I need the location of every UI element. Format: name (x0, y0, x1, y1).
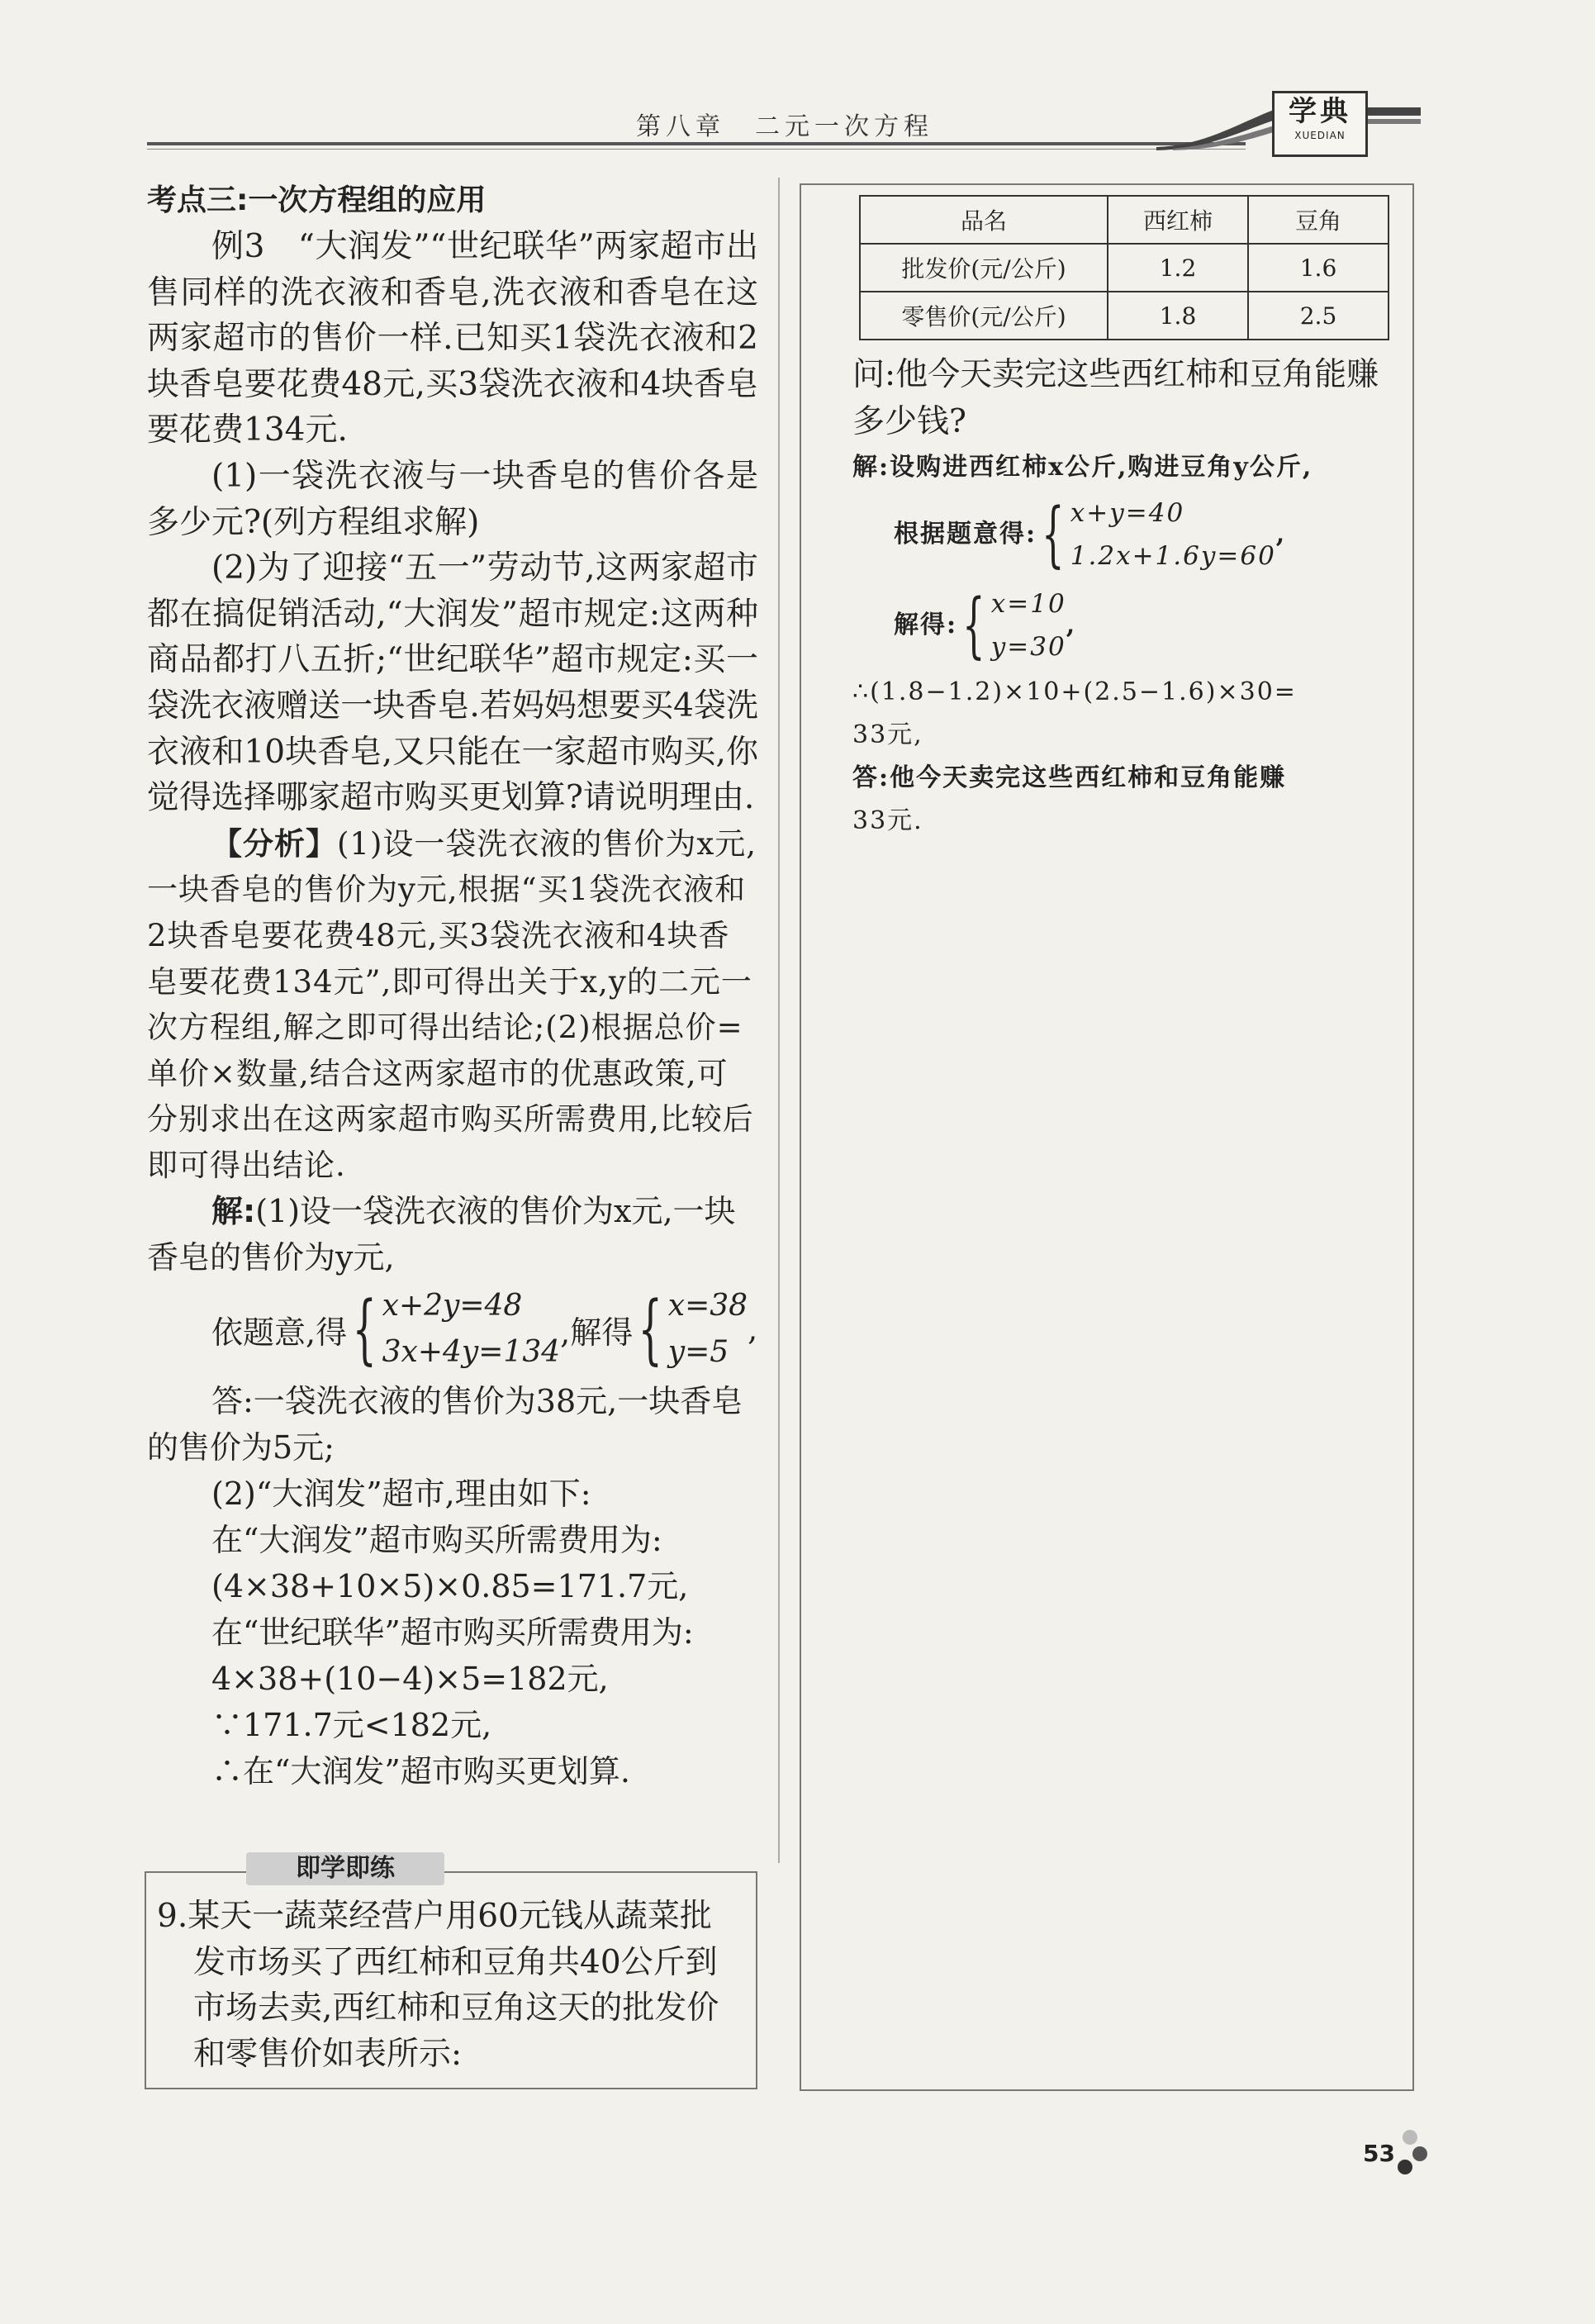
exercise-9 (157, 1894, 743, 2077)
part-2-line: ∵171.7元<182元, (211, 1707, 492, 1744)
column-divider (778, 178, 780, 1863)
part-2-line: ∴在“大润发”超市购买更划算. (211, 1753, 630, 1790)
exercise-solution (852, 446, 1406, 843)
solution-y: y=5 (667, 1335, 729, 1370)
system-label: 根据题意得: (894, 520, 1037, 549)
analysis-paragraph (147, 821, 758, 1189)
section-heading: 考点三:一次方程组的应用 (147, 183, 487, 217)
left-brace-icon: { (352, 1285, 377, 1374)
solve-label: 解得: (894, 611, 958, 639)
equation-2: 3x+4y=134 (382, 1335, 561, 1370)
system-suffix: , (1275, 520, 1287, 549)
solve-suffix: , (1066, 611, 1077, 639)
exercise-9-text: 9.某天一蔬菜经营户用60元钱从蔬菜批发市场买了西红柿和豆角共40公斤到市场去卖,西红柿和豆角这天的批发价和零售价如表所示: (157, 1898, 719, 2073)
analysis-label: 【分析】 (211, 825, 337, 862)
table-header-row (860, 196, 1389, 244)
left-column (147, 178, 758, 1794)
table-cell: 1.8 (1108, 292, 1248, 340)
table-row (860, 292, 1389, 340)
calculation-line: ∴(1.8−1.2)×10+(2.5−1.6)×30= (852, 677, 1297, 706)
table-cell: 1.6 (1248, 244, 1389, 292)
solution-label: 解: (211, 1193, 256, 1230)
exercise-solution-system (852, 580, 1406, 671)
solution-setup: 解:设购进西红柿x公斤,购进豆角y公斤, (852, 453, 1313, 482)
logo-text-en: XUEDIAN (1294, 130, 1346, 141)
table-header-cell: 西红柿 (1108, 196, 1248, 244)
system-equations (1070, 492, 1276, 577)
table-cell: 批发价(元/公斤) (860, 244, 1108, 292)
solution-intro-text: (1)设一袋洗衣液的售价为x元,一块香皂的售价为y元, (147, 1193, 736, 1276)
solution-x: x=10 (990, 589, 1066, 619)
solution-y: y=30 (990, 632, 1066, 662)
chapter-title: 第八章 二元一次方程 (636, 112, 933, 141)
calculation-result: 33元, (852, 720, 923, 749)
solution-x: x=38 (667, 1289, 748, 1324)
answer-line: 答:他今天卖完这些西红柿和豆角能赚 (852, 763, 1287, 792)
system-suffix: , (748, 1311, 758, 1348)
solution-intro (147, 1188, 758, 1281)
price-table (859, 195, 1389, 340)
exercise-tab-label: 即学即练 (246, 1852, 444, 1885)
header-rule-thin (147, 149, 1246, 150)
analysis-text: (1)设一袋洗衣液的售价为x元,一块香皂的售价为y元,根据“买1袋洗衣液和2块香皂要花费48元,买3袋洗衣液和4块香皂要花费134元”,即可得出关于x,y的二元一次方程组,解之即可得出结论;(2)根据总价=单价×数量,结合这两家超市的优惠政策,可分别求出在这两家超市购买所需费用,比较后即可得出结论. (147, 825, 757, 1183)
page-number: 53 (1363, 2140, 1395, 2167)
equation-2: 1.2x+1.6y=60 (1070, 541, 1276, 571)
table-header-cell: 豆角 (1248, 196, 1389, 244)
hexagon-decoration-icon (1398, 2160, 1412, 2174)
solution-values (991, 582, 1066, 668)
xuedian-logo (1272, 91, 1368, 157)
equation-system-row (147, 1281, 758, 1378)
solution-system (668, 1283, 748, 1376)
exercise-equation-system (852, 489, 1406, 580)
table-cell: 零售价(元/公斤) (860, 292, 1108, 340)
header-rule (147, 142, 1246, 145)
equation-1: x+y=40 (1070, 498, 1185, 528)
exercise-question: 问:他今天卖完这些西红柿和豆角能赚多少钱? (852, 356, 1379, 440)
table-cell: 2.5 (1248, 292, 1389, 340)
part-2-line: 4×38+(10−4)×5=182元, (211, 1661, 609, 1698)
hexagon-decoration-icon (1403, 2130, 1417, 2145)
left-brace-icon: { (1042, 493, 1066, 576)
equation-system (382, 1283, 561, 1376)
left-brace-icon: { (962, 584, 986, 667)
system-mid: ,解得 (560, 1314, 634, 1351)
example-3-text: 例3 “大润发”“世纪联华”两家超市出售同样的洗衣液和香皂,洗衣液和香皂在这两家超市的售价一样.已知买1袋洗衣液和2块香皂要花费48元,买3袋洗衣液和4块香皂要花费134元. (147, 228, 758, 449)
system-prefix: 依题意,得 (211, 1314, 348, 1351)
answer-1: 答:一袋洗衣液的售价为38元,一块香皂的售价为5元; (147, 1383, 743, 1466)
table-row (860, 244, 1389, 292)
part-2-line: (4×38+10×5)×0.85=171.7元, (211, 1568, 689, 1605)
question-2: (2)为了迎接“五一”劳动节,这两家超市都在搞促销活动,“大润发”超市规定:这两种商品都打八五折;“世纪联华”超市规定:买一袋洗衣液赠送一块香皂.若妈妈想要买4袋洗衣液和10块香皂,又只能在一家超市购买,你觉得选择哪家超市购买更划算?请说明理由. (147, 549, 758, 817)
logo-text-cn: 学典 (1289, 95, 1351, 128)
left-brace-icon: { (638, 1285, 663, 1374)
question-1: (1)一袋洗衣液与一块香皂的售价各是多少元?(列方程组求解) (147, 457, 758, 541)
part-2-line: (2)“大润发”超市,理由如下: (211, 1476, 591, 1513)
part-2-solution (147, 1471, 758, 1794)
part-2-line: 在“大润发”超市购买所需费用为: (211, 1522, 662, 1559)
equation-1: x+2y=48 (382, 1289, 523, 1324)
answer-value: 33元. (852, 806, 923, 835)
hexagon-decoration-icon (1412, 2146, 1427, 2161)
table-cell: 1.2 (1108, 244, 1248, 292)
table-header-cell: 品名 (860, 196, 1108, 244)
part-2-line: 在“世纪联华”超市购买所需费用为: (211, 1614, 694, 1652)
